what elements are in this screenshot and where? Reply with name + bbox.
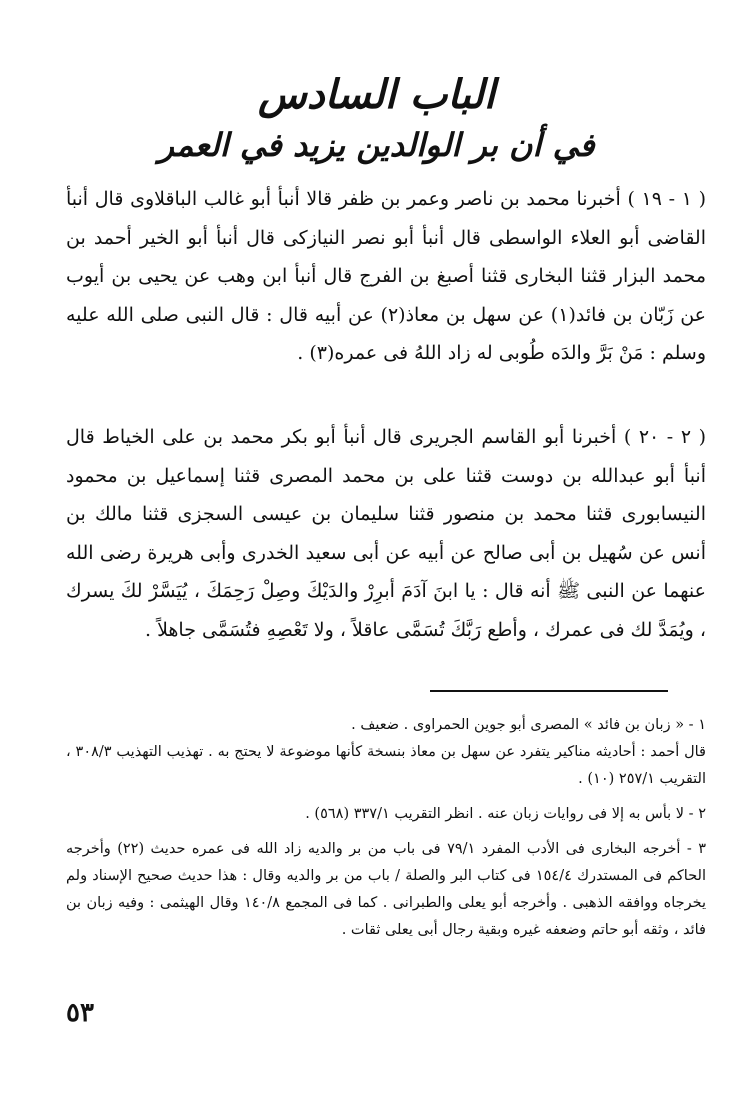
- footnotes: [66, 712, 706, 952]
- hadith-text: أخبرنا محمد بن ناصر وعمر بن ظفر قالا أنبأ أبو غالب الباقلاوى قال أنبأ القاضى أبو العلاء الواسطى قال أنبأ أبو نصر النيازكى قال أنبأ أبو الخير أحمد بن محمد البزار قثنا البخارى قثنا أصبغ بن الفرج قال أنبأ ابن وهب عن يحيى بن أيوب عن زَبّان بن فائد(١) عن سهل بن معاذ(٢) عن أبيه قال : قال النبى صلى الله عليه وسلم : مَنْ بَرَّ والدَه طُوبى له زاد اللهُ فى عمره(٣) .: [66, 188, 706, 364]
- hadith-paragraph: [66, 418, 706, 649]
- hadith-number: ( ١ - ١٩ ): [627, 188, 706, 210]
- page-number: ٥٣: [66, 998, 94, 1028]
- hadith-paragraph: [66, 180, 706, 373]
- footnote-divider: [430, 690, 668, 692]
- hadith-number: ( ٢ - ٢٠ ): [623, 426, 707, 448]
- footnote: ٢ - لا بأس به إلا فى روايات زبان عنه . انظر التقريب ٣٣٧/١ (٥٦٨) .: [305, 806, 706, 822]
- hadith-text: أخبرنا أبو القاسم الجريرى قال أنبأ أبو بكر محمد بن على الخياط قال أنبأ أبو عبدالله بن دوست قثنا على بن محمد المصرى قثنا إسماعيل بن محمود النيسابورى قثنا محمد بن منصور قثنا سليمان بن عيسى السجزى قثنا مالك بن أنس عن سُهيل بن أبى صالح عن أبيه عن أبى سعيد الخدرى وأبى هريرة رضى الله عنهما عن النبى ﷺ أنه قال : يا ابنَ آدَمَ أبرِرْ والدَيْكَ وصِلْ رَحِمَكَ ، يُيَسَّرْ لكَ يسرك ، ويُمَدَّ لك فى عمرك ، وأطع رَبَّكَ تُسَمَّى عاقلاً ، ولا تَعْصِهِ فتُسَمَّى جاهلاً .: [66, 426, 706, 641]
- chapter-title: الباب السادس: [258, 71, 495, 118]
- footnote: ٣ - أخرجه البخارى فى الأدب المفرد ٧٩/١ فى باب من بر والديه زاد الله فى عمره حديث (٢٢) وأخرجه الحاكم فى المستدرك ١٥٤/٤ فى كتاب البر والصلة / باب من بر والديه وقال : هذا حديث صحيح الإسناد ولم يخرجاه ووافقه الذهبى . وأخرجه أبو يعلى والطبرانى . كما فى المجمع ١٤٠/٨ وقال الهيثمى : وفيه زبان بن فائد ، وثقه أبو حاتم وضعفه غيره وبقية رجال أبى يعلى ثقات .: [66, 841, 707, 938]
- footnote: ١ - « زبان بن فائد » المصرى أبو جوين الحمراوى . ضعيف . قال أحمد : أحاديثه مناكير يتفرد عن سهل بن معاذ بنسخة كأنها موضوعة لا يحتج به . تهذيب التهذيب ٣٠٨/٣ ، التقريب ٢٥٧/١ (١٠) .: [66, 717, 706, 787]
- chapter-subtitle: في أن بر الوالدين يزيد في العمر: [158, 126, 595, 164]
